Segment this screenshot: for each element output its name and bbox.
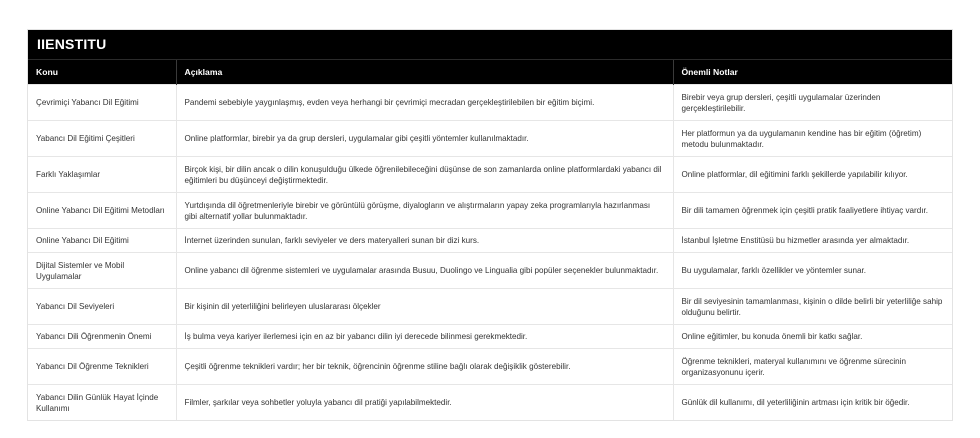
cell-topic: Online Yabancı Dil Eğitimi Metodları — [28, 193, 176, 229]
cell-topic: Yabancı Dil Öğrenme Teknikleri — [28, 349, 176, 385]
cell-description: Filmler, şarkılar veya sohbetler yoluyla yabancı dil pratiği yapılabilmektedir. — [176, 385, 673, 421]
cell-topic: Yabancı Dili Öğrenmenin Önemi — [28, 325, 176, 349]
cell-description: Pandemi sebebiyle yaygınlaşmış, evden veya herhangi bir çevrimiçi mecradan gerçekleştirilebilen bir eğitim biçimi. — [176, 85, 673, 121]
header-konu: Konu — [28, 60, 176, 85]
table-row — [28, 85, 952, 121]
info-table — [28, 59, 952, 420]
cell-notes: Öğrenme teknikleri, materyal kullanımını ve öğrenme sürecinin organizasyonunu içerir. — [673, 349, 952, 385]
cell-description: İş bulma veya kariyer ilerlemesi için en az bir yabancı dilin iyi derecede bilinmesi gerekmektedir. — [176, 325, 673, 349]
cell-description: Birçok kişi, bir dilin ancak o dilin konuşulduğu ülkede öğrenilebileceğini düşünse de son zamanlarda online platformlardaki yabancı dil eğitimleri bu düşünceyi değiştirmektedir. — [176, 157, 673, 193]
header-aciklama: Açıklama — [176, 60, 673, 85]
cell-topic: Dijital Sistemler ve Mobil Uygulamalar — [28, 253, 176, 289]
cell-description: Online yabancı dil öğrenme sistemleri ve uygulamalar arasında Busuu, Duolingo ve Lingualia gibi popüler seçenekler bulunmaktadır. — [176, 253, 673, 289]
table-row — [28, 121, 952, 157]
table-row — [28, 229, 952, 253]
table-body — [28, 85, 952, 421]
cell-topic: Yabancı Dil Eğitimi Çeşitleri — [28, 121, 176, 157]
cell-notes: Birebir veya grup dersleri, çeşitli uygulamalar üzerinden gerçekleştirilebilir. — [673, 85, 952, 121]
cell-description: İnternet üzerinden sunulan, farklı seviyeler ve ders materyalleri sunan bir dizi kurs. — [176, 229, 673, 253]
cell-notes: Günlük dil kullanımı, dil yeterliliğinin artması için kritik bir öğedir. — [673, 385, 952, 421]
cell-notes: İstanbul İşletme Enstitüsü bu hizmetler arasında yer almaktadır. — [673, 229, 952, 253]
cell-description: Çeşitli öğrenme teknikleri vardır; her bir teknik, öğrencinin öğrenme stiline bağlı olarak değişiklik gösterebilir. — [176, 349, 673, 385]
header-onemli-notlar: Önemli Notlar — [673, 60, 952, 85]
cell-notes: Bu uygulamalar, farklı özellikler ve yöntemler sunar. — [673, 253, 952, 289]
cell-topic: Yabancı Dil Seviyeleri — [28, 289, 176, 325]
cell-topic: Online Yabancı Dil Eğitimi — [28, 229, 176, 253]
cell-description: Bir kişinin dil yeterliliğini belirleyen uluslararası ölçekler — [176, 289, 673, 325]
cell-description: Yurtdışında dil öğretmenleriyle birebir ve görüntülü görüşme, diyalogların ve alıştırmaların yapay zeka programlarıyla hazırlanması gibi alternatif yollar bulunmaktadır. — [176, 193, 673, 229]
content-frame — [27, 29, 953, 421]
table-row — [28, 289, 952, 325]
table-row — [28, 385, 952, 421]
table-row — [28, 157, 952, 193]
table-row — [28, 253, 952, 289]
cell-topic: Yabancı Dilin Günlük Hayat İçinde Kullanımı — [28, 385, 176, 421]
brand-title: IIENSTITU — [28, 30, 952, 59]
table-header — [28, 60, 952, 85]
cell-topic: Çevrimiçi Yabancı Dil Eğitimi — [28, 85, 176, 121]
table-row — [28, 325, 952, 349]
table-row — [28, 349, 952, 385]
cell-notes: Her platformun ya da uygulamanın kendine has bir eğitim (öğretim) metodu bulunmaktadır. — [673, 121, 952, 157]
cell-notes: Bir dil seviyesinin tamamlanması, kişinin o dilde belirli bir yeterliliğe sahip olduğunu belirtir. — [673, 289, 952, 325]
cell-notes: Bir dili tamamen öğrenmek için çeşitli pratik faaliyetlere ihtiyaç vardır. — [673, 193, 952, 229]
cell-description: Online platformlar, birebir ya da grup dersleri, uygulamalar gibi çeşitli yöntemler kullanılmaktadır. — [176, 121, 673, 157]
table-row — [28, 193, 952, 229]
cell-topic: Farklı Yaklaşımlar — [28, 157, 176, 193]
cell-notes: Online platformlar, dil eğitimini farklı şekillerde yapılabilir kılıyor. — [673, 157, 952, 193]
cell-notes: Online eğitimler, bu konuda önemli bir katkı sağlar. — [673, 325, 952, 349]
